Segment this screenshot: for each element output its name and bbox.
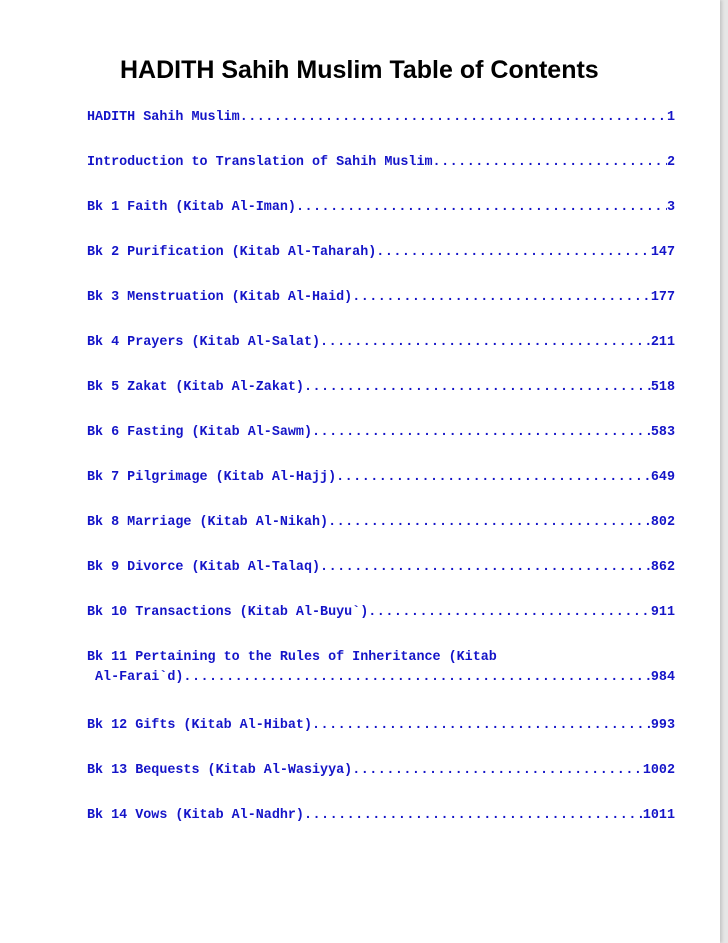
toc-entry-label: Bk 1 Faith (Kitab Al-Iman) [87, 200, 296, 215]
toc-entry[interactable] [87, 423, 675, 468]
toc-page-number: 147 [650, 245, 675, 260]
toc-entry-label: Bk 9 Divorce (Kitab Al-Talaq) [87, 560, 321, 575]
toc-leader-dots [312, 423, 651, 443]
toc-leader-dots [376, 243, 651, 263]
toc-entry[interactable] [87, 806, 675, 851]
toc-leader-dots [320, 333, 651, 353]
toc-entry-label: Bk 10 Transactions (Kitab Al-Buyu`) [87, 605, 369, 620]
toc-entry-label: HADITH Sahih Muslim [87, 110, 240, 125]
toc-page-number: 177 [650, 290, 675, 305]
toc-page-number: 2 [666, 155, 675, 170]
toc-page-number: 984 [650, 670, 675, 685]
toc-entry-label: Bk 3 Menstruation (Kitab Al-Haid) [87, 290, 353, 305]
toc-entry[interactable] [87, 603, 675, 648]
toc-page-number: 1002 [642, 763, 675, 778]
toc-entry[interactable] [87, 153, 675, 198]
toc-entry-label: Introduction to Translation of Sahih Muslim [87, 155, 433, 170]
toc-page-number: 993 [650, 718, 675, 733]
toc-entry-label: Bk 7 Pilgrimage (Kitab Al-Hajj) [87, 470, 337, 485]
toc-entry[interactable] [87, 558, 675, 603]
toc-entry-label: Bk 6 Fasting (Kitab Al-Sawm) [87, 425, 312, 440]
toc-leader-dots [336, 468, 651, 488]
toc-entry-label: Bk 5 Zakat (Kitab Al-Zakat) [87, 380, 304, 395]
toc-entry[interactable] [87, 716, 675, 761]
toc-leader-dots [240, 108, 667, 128]
toc-entry-label: Bk 2 Purification (Kitab Al-Taharah) [87, 245, 377, 260]
page-title: HADITH Sahih Muslim Table of Contents [120, 56, 599, 84]
toc-leader-dots [368, 603, 651, 623]
toc-entry-label: Bk 8 Marriage (Kitab Al-Nikah) [87, 515, 329, 530]
toc-page-number: 211 [650, 335, 675, 350]
toc-page-number: 802 [650, 515, 675, 530]
toc-entry[interactable] [87, 761, 675, 806]
toc-entry-label: Al-Farai`d) [95, 670, 184, 685]
table-of-contents [87, 108, 675, 851]
toc-entry[interactable] [87, 108, 675, 153]
toc-leader-dots [304, 806, 643, 826]
toc-leader-dots [320, 558, 651, 578]
toc-leader-dots [296, 198, 667, 218]
toc-leader-dots [328, 513, 651, 533]
toc-entry[interactable] [87, 288, 675, 333]
toc-leader-dots [433, 153, 667, 173]
toc-entry[interactable] [87, 333, 675, 378]
toc-entry-label: Bk 13 Bequests (Kitab Al-Wasiyya) [87, 763, 353, 778]
toc-leader-dots [312, 716, 651, 736]
toc-leader-dots [352, 288, 651, 308]
toc-page-number: 911 [650, 605, 675, 620]
toc-leader-dots [183, 668, 650, 688]
toc-entry[interactable] [87, 513, 675, 558]
toc-entry[interactable] [87, 198, 675, 243]
toc-entry[interactable] [87, 468, 675, 513]
toc-page-number: 583 [650, 425, 675, 440]
toc-page-number: 862 [650, 560, 675, 575]
toc-page-number: 649 [650, 470, 675, 485]
toc-entry[interactable] [87, 243, 675, 288]
toc-entry-label-line1: Bk 11 Pertaining to the Rules of Inheritance (Kitab [87, 650, 497, 665]
toc-entry-label: Bk 4 Prayers (Kitab Al-Salat) [87, 335, 321, 350]
toc-entry[interactable] [87, 378, 675, 423]
toc-page-number: 1011 [642, 808, 675, 823]
toc-leader-dots [304, 378, 651, 398]
toc-page-number: 1 [666, 110, 675, 125]
toc-leader-dots [352, 761, 643, 781]
toc-page-number: 518 [650, 380, 675, 395]
toc-page-number: 3 [666, 200, 675, 215]
toc-entry[interactable] [87, 648, 675, 716]
toc-entry-label: Bk 14 Vows (Kitab Al-Nadhr) [87, 808, 304, 823]
toc-entry-label: Bk 12 Gifts (Kitab Al-Hibat) [87, 718, 312, 733]
